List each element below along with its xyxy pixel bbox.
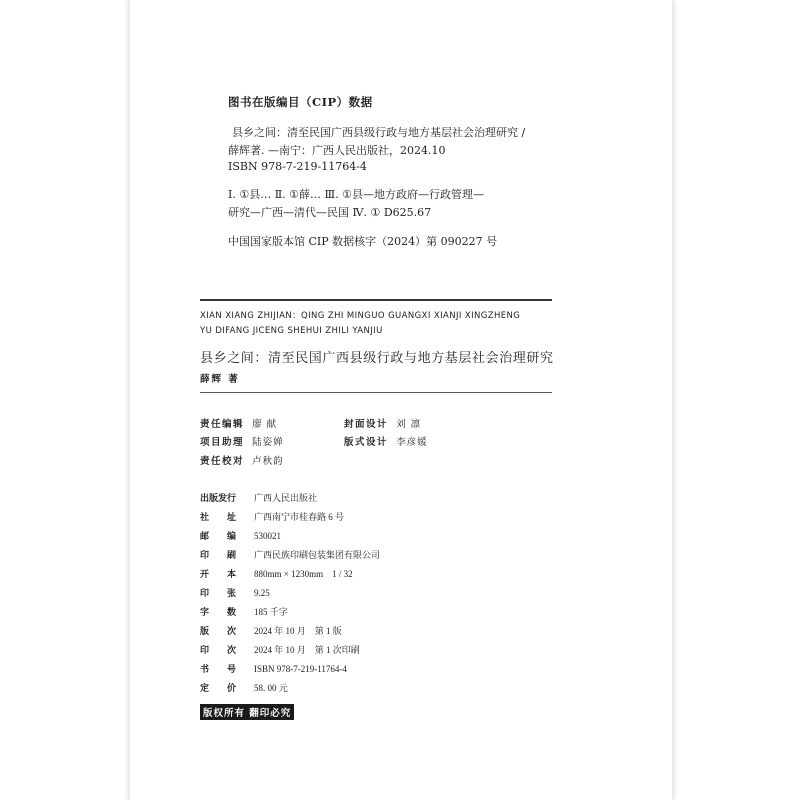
book-title: 县乡之间：清至民国广西县级行政与地方基层社会治理研究 xyxy=(200,351,554,366)
staff-label: 版式设计 xyxy=(344,437,389,448)
pub-label: 出版发行 xyxy=(200,494,237,504)
cip-line-classification-2: 研究—广西—清代—民国 Ⅳ. ① D625.67 xyxy=(228,206,432,219)
staff-layout-design xyxy=(344,434,428,448)
pub-label: 印 张 xyxy=(200,589,237,599)
pub-value: 广西人民出版社 xyxy=(254,493,318,503)
cip-line-author: 薛辉著. —南宁：广西人民出版社，2024.10 xyxy=(228,144,446,157)
pub-row-address xyxy=(200,510,344,523)
pub-row-publisher xyxy=(200,491,317,504)
pub-row-price xyxy=(200,681,288,694)
pub-label: 开 本 xyxy=(200,570,237,580)
staff-name: 陆姿婵 xyxy=(252,437,284,448)
pub-value: 530021 xyxy=(254,531,281,541)
rights-notice: 版权所有 翻印必究 xyxy=(200,704,294,720)
pub-label: 印 刷 xyxy=(200,551,237,561)
pub-row-word-count xyxy=(200,605,288,618)
pub-label: 书 号 xyxy=(200,665,237,675)
pub-value: ISBN 978-7-219-11764-4 xyxy=(254,664,347,674)
cip-title: 图书在版编目（CIP）数据 xyxy=(228,95,373,109)
pub-value: 9.25 xyxy=(254,588,270,598)
pub-value: 2024 年 10 月 第 1 版 xyxy=(254,626,342,636)
pub-value: 880mm × 1230mm 1 / 32 xyxy=(254,569,353,579)
pinyin-title-line-1: XIAN XIANG ZHIJIAN：QING ZHI MINGUO GUANGXI XIANJI XINGZHENG xyxy=(200,311,521,321)
top-divider xyxy=(200,299,552,301)
staff-label: 项目助理 xyxy=(200,437,245,448)
copyright-page xyxy=(130,0,672,800)
pub-row-isbn xyxy=(200,662,347,675)
cip-line-isbn: ISBN 978-7-219-11764-4 xyxy=(228,160,367,173)
pub-label: 社 址 xyxy=(200,513,237,523)
book-author: 薛辉 著 xyxy=(200,374,240,385)
pub-value: 广西南宁市桂春路 6 号 xyxy=(254,512,345,522)
staff-name: 卢秋韵 xyxy=(252,456,284,467)
cip-line-record-number: 中国国家版本馆 CIP 数据核字（2024）第 090227 号 xyxy=(228,235,498,248)
pub-value: 广西民族印刷包装集团有限公司 xyxy=(254,550,381,560)
pub-value: 58. 00 元 xyxy=(254,683,288,693)
staff-proofreader xyxy=(200,453,284,467)
pub-row-edition xyxy=(200,624,342,637)
pub-value: 185 千字 xyxy=(254,607,288,617)
staff-label: 封面设计 xyxy=(344,419,389,430)
pub-label: 定 价 xyxy=(200,684,237,694)
pub-label: 字 数 xyxy=(200,608,237,618)
cip-line-title: 县乡之间：清至民国广西县级行政与地方基层社会治理研究 / xyxy=(232,126,526,139)
staff-name: 李彦媛 xyxy=(396,437,428,448)
staff-assistant xyxy=(200,434,284,448)
pub-row-printer xyxy=(200,548,380,561)
pub-value: 2024 年 10 月 第 1 次印刷 xyxy=(254,645,360,655)
pub-label: 版 次 xyxy=(200,627,237,637)
staff-name: 刘 凛 xyxy=(396,419,422,430)
staff-label: 责任校对 xyxy=(200,456,245,467)
bottom-divider xyxy=(200,392,552,393)
cip-line-classification-1: Ⅰ. ①县… Ⅱ. ①薛… Ⅲ. ①县—地方政府—行政管理— xyxy=(228,188,484,201)
pub-row-format xyxy=(200,567,353,580)
pub-label: 印 次 xyxy=(200,646,237,656)
staff-name: 廖 献 xyxy=(252,419,278,430)
staff-cover-design xyxy=(344,416,421,430)
pinyin-title-line-2: YU DIFANG JICENG SHEHUI ZHILI YANJIU xyxy=(200,326,383,336)
pub-row-sheets xyxy=(200,586,270,599)
staff-label: 责任编辑 xyxy=(200,419,245,430)
pub-row-postcode xyxy=(200,529,281,542)
staff-editor xyxy=(200,416,277,430)
pub-row-printing xyxy=(200,643,360,656)
pub-label: 邮 编 xyxy=(200,532,237,542)
